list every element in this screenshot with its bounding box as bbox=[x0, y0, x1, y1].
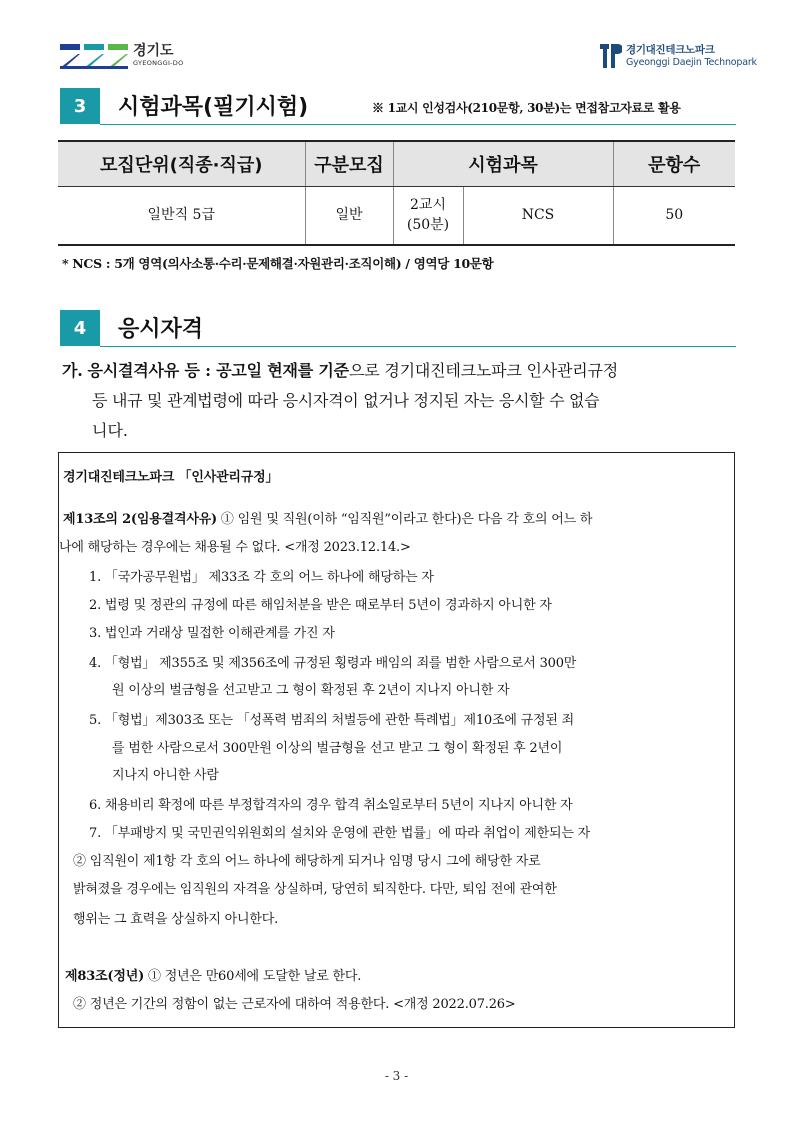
eligibility-paragraph bbox=[62, 356, 738, 446]
para-line2: 등 내규 및 관계법령에 따라 응시자격이 없거나 정지된 자는 응시할 수 없습 bbox=[92, 391, 600, 410]
article-83-text: ① 정년은 만60세에 도달한 날로 한다. bbox=[144, 969, 362, 984]
list-item: 6. 채용비리 확정에 따른 부정합격자의 경우 합격 취소일로부터 5년이 지나지 아니한 자 bbox=[89, 798, 573, 813]
logo-bar-3 bbox=[108, 44, 128, 50]
section-3-note: ※ 1교시 인성검사(210문항, 30분)는 면접참고자료로 활용 bbox=[372, 101, 681, 115]
section-4-title: 응시자격 bbox=[118, 317, 204, 342]
section-3-number: 3 bbox=[60, 88, 100, 124]
header-count: 문항수 bbox=[613, 141, 735, 187]
cell-unit: 일반직 5급 bbox=[58, 187, 305, 246]
list-item: 3. 법인과 거래상 밀접한 이해관계를 가진 자 bbox=[89, 626, 335, 641]
list-item: 1. 「국가공무원법」 제33조 각 호의 어느 하나에 해당하는 자 bbox=[89, 570, 434, 585]
cell-period bbox=[393, 187, 463, 246]
technopark-logo bbox=[600, 40, 757, 74]
cell-count: 50 bbox=[613, 187, 735, 246]
list-item-continued: 원 이상의 벌금형을 선고받고 그 형이 확정된 후 2년이 지나지 아니한 자 bbox=[112, 683, 510, 698]
logo-name-ko: 경기도 bbox=[133, 43, 174, 59]
article-83-heading: 제83조(정년) bbox=[65, 969, 145, 984]
article-13-para2-line1: ② 임직원이 제1항 각 호의 어느 하나에 해당하게 되거나 임명 당시 그에 해당한 자로 bbox=[73, 854, 541, 869]
para-label: 가. bbox=[62, 361, 83, 380]
cell-subject: NCS bbox=[463, 187, 613, 246]
page-number: - 3 - bbox=[384, 1069, 409, 1083]
cell-period-duration: (50분) bbox=[406, 216, 450, 233]
para-line1-rest: 으로 경기대진테크노파크 인사관리규정 bbox=[348, 361, 619, 380]
list-item: 7. 「부패방지 및 국민권익위원회의 설치와 운영에 관한 법률」에 따라 취업이 제한되는 자 bbox=[89, 826, 591, 841]
header-unit: 모집단위(직종·직급) bbox=[58, 141, 305, 187]
regulation-box bbox=[58, 452, 735, 1028]
technopark-name-en: Gyeonggi Daejin Technopark bbox=[626, 57, 757, 68]
section-3-title: 시험과목(필기시험) bbox=[118, 95, 309, 120]
section-4-number: 4 bbox=[60, 310, 100, 346]
technopark-name-ko: 경기대진테크노파크 bbox=[626, 44, 715, 56]
article-83-line1 bbox=[65, 965, 361, 984]
list-item: 5. 「형법」제303조 또는 「성폭력 범죄의 처벌등에 관한 특례법」제10조에 규정된 죄 bbox=[89, 713, 574, 728]
regulation-title: 경기대진테크노파크 「인사관리규정」 bbox=[63, 470, 279, 485]
header-recruit-type: 구분모집 bbox=[305, 141, 393, 187]
logo-bar-1 bbox=[60, 44, 80, 50]
header-subject: 시험과목 bbox=[393, 141, 613, 187]
section-3-rule bbox=[100, 124, 736, 125]
article-13-line2: 나에 해당하는 경우에는 채용될 수 없다. <개정 2023.12.14.> bbox=[59, 540, 411, 555]
article-13-text: ① 임원 및 직원(이하 “임직원”이라고 한다)은 다음 각 호의 어느 하 bbox=[217, 512, 593, 527]
article-13-heading: 제13조의 2(임용결격사유) bbox=[63, 512, 217, 527]
logo-name-en: GYEONGGI-DO bbox=[133, 59, 184, 67]
section-4-rule bbox=[100, 346, 736, 347]
list-item: 2. 법령 및 정관의 규정에 따른 해임처분을 받은 때로부터 5년이 경과하지 아니한 자 bbox=[89, 598, 552, 613]
cell-period-label: 2교시 bbox=[410, 196, 446, 213]
list-item-continued: 를 범한 사람으로서 300만원 이상의 벌금형을 선고 받고 그 형이 확정된 후 2년이 bbox=[112, 741, 563, 756]
table-header-row bbox=[58, 141, 735, 187]
technopark-mark-icon bbox=[600, 42, 622, 70]
table-row bbox=[58, 187, 735, 246]
article-83-line2: ② 정년은 기간의 정함이 없는 근로자에 대하여 적용한다. <개정 2022.07.26> bbox=[73, 997, 516, 1012]
para-line3: 니다. bbox=[92, 421, 128, 440]
article-13-para2-line3: 행위는 그 효력을 상실하지 아니한다. bbox=[73, 912, 279, 927]
gyeonggi-logo bbox=[60, 40, 210, 74]
article-13-para2-line2: 밝혀졌을 경우에는 임직원의 자격을 상실하며, 당연히 퇴직한다. 다만, 퇴임 전에 관여한 bbox=[73, 882, 557, 897]
logo-bar-2 bbox=[84, 44, 104, 50]
logo-mark-icon bbox=[60, 52, 130, 70]
cell-recruit-type: 일반 bbox=[305, 187, 393, 246]
ncs-footnote: * NCS : 5개 영역(의사소통·수리·문제해결·자원관리·조직이해) / 영역당 10문항 bbox=[62, 256, 494, 271]
exam-subject-table bbox=[58, 140, 735, 246]
article-13-line1 bbox=[63, 508, 592, 527]
list-item: 4. 「형법」 제355조 및 제356조에 규정된 횡령과 배임의 죄를 범한 사람으로서 300만 bbox=[89, 656, 577, 671]
para-bold-text: 응시결격사유 등 : 공고일 현재를 기준 bbox=[87, 361, 349, 380]
list-item-continued: 지나지 아니한 사람 bbox=[112, 768, 219, 783]
